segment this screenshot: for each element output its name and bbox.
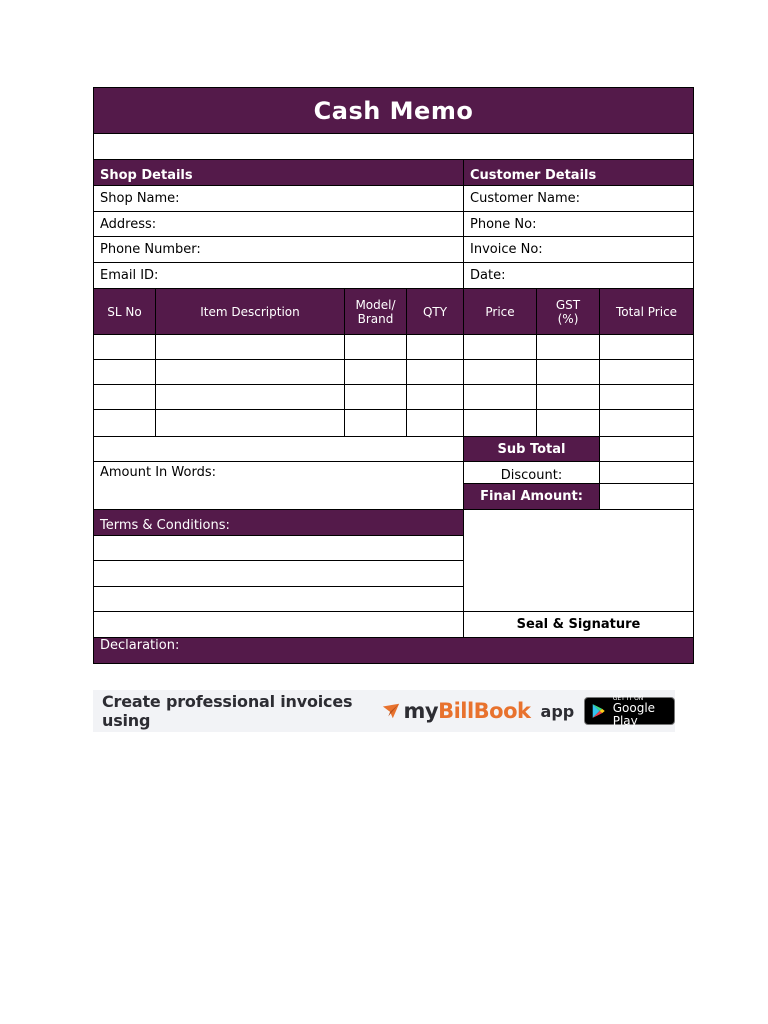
item-cell[interactable] (536, 334, 600, 360)
item-cell[interactable] (344, 359, 407, 385)
item-cell[interactable] (406, 334, 464, 360)
item-cell[interactable] (599, 359, 694, 385)
memo-title: Cash Memo (93, 87, 694, 134)
col-model-brand: Model/ Brand (344, 288, 407, 335)
item-cell[interactable] (155, 359, 345, 385)
blank-left-cell (93, 436, 464, 462)
mybillbook-banner[interactable] (93, 690, 675, 732)
item-cell[interactable] (344, 334, 407, 360)
col-gst: GST (%) (536, 288, 600, 335)
amount-in-words-field[interactable]: Amount In Words: (93, 461, 464, 510)
item-cell[interactable] (536, 409, 600, 437)
phone-number-field[interactable]: Phone Number: (93, 236, 464, 263)
item-cell[interactable] (155, 334, 345, 360)
paper-plane-icon (382, 701, 400, 721)
col-price: Price (463, 288, 537, 335)
banner-app-text: app (540, 701, 575, 721)
customer-details-header: Customer Details (463, 159, 694, 186)
item-cell[interactable] (93, 409, 156, 437)
item-cell[interactable] (463, 334, 537, 360)
terms-line[interactable] (93, 611, 464, 638)
declaration-header: Declaration: (93, 637, 694, 664)
banner-text: Create professional invoices using (102, 692, 353, 730)
item-cell[interactable] (463, 384, 537, 410)
col-total-price: Total Price (599, 288, 694, 335)
signature-area[interactable] (463, 509, 694, 612)
col-sl-no: SL No (93, 288, 156, 335)
invoice-no-field[interactable]: Invoice No: (463, 236, 694, 263)
col-item-description: Item Description (155, 288, 345, 335)
item-cell[interactable] (536, 359, 600, 385)
col-qty: QTY (406, 288, 464, 335)
customer-name-field[interactable]: Customer Name: (463, 185, 694, 212)
item-cell[interactable] (599, 334, 694, 360)
item-cell[interactable] (93, 384, 156, 410)
gplay-small-text: GET IT ON (612, 694, 644, 702)
terms-line[interactable] (93, 560, 464, 587)
item-cell[interactable] (463, 359, 537, 385)
discount-value[interactable] (599, 461, 694, 484)
gplay-big-text: Google Play (612, 700, 656, 728)
item-cell[interactable] (599, 409, 694, 437)
item-cell[interactable] (155, 384, 345, 410)
email-id-field[interactable]: Email ID: (93, 262, 464, 289)
terms-line[interactable] (93, 586, 464, 612)
brand-billbook: BillBook (438, 699, 531, 723)
item-cell[interactable] (536, 384, 600, 410)
shop-name-field[interactable]: Shop Name: (93, 185, 464, 212)
brand-my: my (403, 699, 439, 723)
google-play-icon (591, 702, 607, 720)
discount-label: Discount: (463, 461, 600, 484)
item-cell[interactable] (344, 384, 407, 410)
item-cell[interactable] (463, 409, 537, 437)
item-cell[interactable] (406, 409, 464, 437)
shop-details-header: Shop Details (93, 159, 464, 186)
terms-line[interactable] (93, 535, 464, 561)
item-cell[interactable] (93, 334, 156, 360)
cash-memo (93, 87, 694, 664)
sub-total-label: Sub Total (463, 436, 600, 462)
sub-total-value[interactable] (599, 436, 694, 462)
item-cell[interactable] (406, 384, 464, 410)
date-field[interactable]: Date: (463, 262, 694, 289)
blank-row (93, 133, 694, 160)
item-cell[interactable] (344, 409, 407, 437)
final-amount-label: Final Amount: (463, 483, 600, 510)
item-cell[interactable] (155, 409, 345, 437)
address-field[interactable]: Address: (93, 211, 464, 237)
item-cell[interactable] (93, 359, 156, 385)
terms-conditions-header: Terms & Conditions: (93, 509, 464, 536)
brand-logo (404, 699, 531, 723)
item-cell[interactable] (406, 359, 464, 385)
final-amount-value[interactable] (599, 483, 694, 510)
phone-no-field[interactable]: Phone No: (463, 211, 694, 237)
item-cell[interactable] (599, 384, 694, 410)
google-play-badge[interactable] (584, 694, 675, 728)
seal-signature-label: Seal & Signature (463, 611, 694, 638)
